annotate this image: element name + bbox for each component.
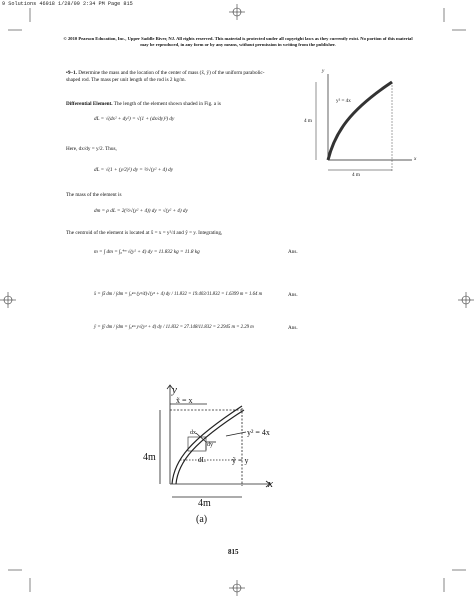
figure-width-label: 4 m — [352, 172, 360, 178]
figure-x-axis: x — [414, 156, 417, 162]
figure-a-curve-label: y² = 4x — [247, 428, 270, 437]
page-number: 815 — [228, 548, 239, 556]
registration-marks — [0, 4, 474, 596]
here-text: Here, dx/dy = y/2. Thus, — [66, 146, 117, 152]
problem-figure — [316, 74, 412, 172]
figure-a-xtilde-label: x̃ = x — [176, 396, 193, 405]
problem-statement — [66, 70, 276, 84]
mass-intro: The mass of the element is — [66, 192, 122, 198]
solution-heading: Differential Element. — [66, 101, 113, 107]
figure-a-x-axis: x — [268, 478, 273, 490]
equation-dl: dL = √(dx² + dy²) = √(1 + (dx/dy)²) dy — [94, 116, 175, 122]
figure-a-dl-label: dL — [198, 456, 206, 464]
answer-mark-ybar: Ans. — [288, 325, 298, 331]
equation-ybar: ȳ = ∫ỹ dm / ∫dm = ∫₀⁴ᵐ y√(y² + 4) dy / 11.832 = 27.148/11.832 = 2.2945 m = 2.29 m — [94, 325, 254, 330]
solution-intro-text: The length of the element shown shaded in Fig. a is — [113, 101, 221, 107]
centroid-intro: The centroid of the element is located at x̃ = x = y²/4 and ỹ = y. Integrating, — [66, 230, 223, 236]
equation-mass: m = ∫ dm = ∫₀⁴ᵐ √(y² + 4) dy = 11.832 kg = 11.8 kg — [94, 249, 200, 255]
equation-dm: dm = ρ dL = 2(½√(y² + 4)) dy = √(y² + 4) dy — [94, 208, 188, 214]
figure-a-width-label: 4m — [198, 498, 211, 509]
running-head: 9 Solutions 46918 1/28/09 2:34 PM Page 815 — [2, 1, 133, 7]
equation-dl-result: dL = √(1 + (y/2)²) dy = ½√(y² + 4) dy — [94, 167, 174, 173]
problem-text: Determine the mass and the location of the center of mass (x̄, ȳ) of the uniform parabolic-shaped rod. The mass per unit length of the rod is 2 kg/m. — [66, 70, 265, 83]
figure-a-caption: (a) — [196, 514, 208, 525]
answer-mark-xbar: Ans. — [288, 292, 298, 298]
problem-number: •9–1. — [66, 70, 77, 76]
equation-xbar: x̄ = ∫x̃ dm / ∫dm = ∫₀⁴ᵐ (y²/4)√(y² + 4) dy / 11.832 = 19.403/11.832 = 1.6399 m = 1.64 m — [94, 292, 263, 297]
figure-a-height-label: 4m — [143, 452, 156, 463]
copyright-notice: © 2010 Pearson Education, Inc., Upper Saddle River, NJ. All rights reserved. This material is protected under all copyright laws as they currently exist. No portion of this material may be reproduced, in any form or by any means, without permission in writing from the publisher. — [63, 36, 413, 47]
figure-height-label: 4 m — [304, 118, 312, 124]
figure-a-ytilde-label: ỹ = y — [232, 456, 249, 465]
figure-y-axis: y — [322, 68, 325, 74]
figure-a-dy-label: dy — [207, 442, 213, 448]
solution-intro — [66, 101, 221, 107]
answer-mark-mass: Ans. — [288, 249, 298, 255]
figure-a-y-axis: y — [172, 384, 177, 396]
figure-a-dx-label: dx — [190, 430, 196, 436]
figure-curve-label: y² = 4x — [336, 98, 351, 104]
